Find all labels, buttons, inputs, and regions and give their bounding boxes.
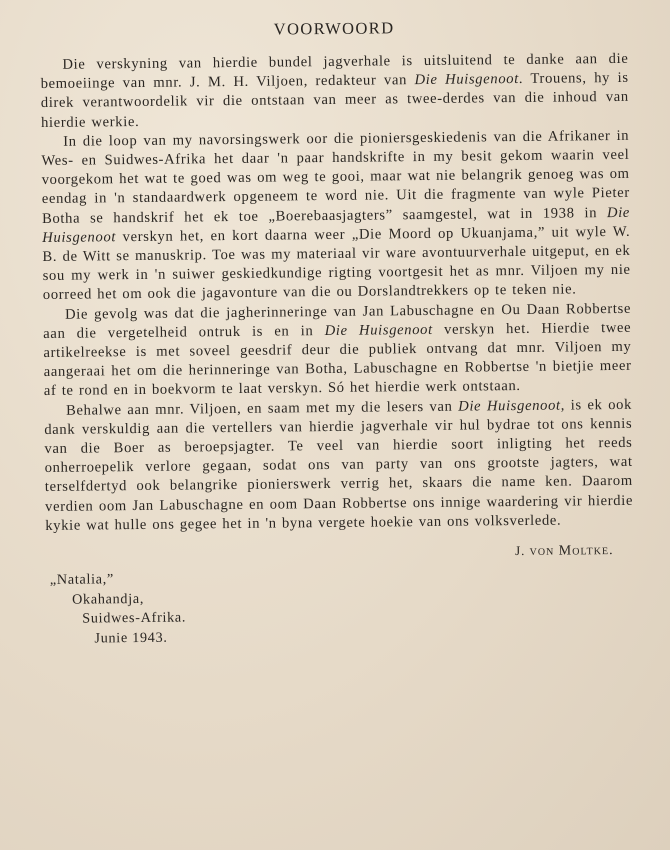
paragraph [40, 50, 629, 133]
paragraph-text: verskyn het. Hierdie twee artikelreekse is met soveel geesdrif deur die publiek ontvang dat mnr. Viljoen my aangeraai het om die herinneringe van Botha, Labuschagne en Robbertse 'n bietjie meer af te rond en in boekvorm te laat verskyn. Só het hierdie werk ontstaan. [43, 319, 632, 400]
italic-title: Die Huisgenoot [414, 71, 519, 89]
paragraph-text: . Trouens, hy is direk verantwoordelik vir die ontstaan van meer as twee-derdes van die inhoud van hierdie werkie. [40, 70, 629, 131]
paragraph [43, 299, 632, 401]
paragraph-text: verskyn het, en kort daarna weer „Die Moord op Ukuanjama,” uit wyle W. B. de Witt se manuskrip. Toe was my materiaal vir ware avontuurverhale uitgeput, en ek sou my werk in 'n suiwer geskiedkundige rigting voortgesit het as mnr. Viljoen my nie oorreed het om ook die jagavonture van die ou Dorslandtrekkers op te teken nie. [42, 223, 631, 304]
signature [46, 542, 634, 565]
page [40, 16, 636, 832]
signature-initial: J. [514, 542, 530, 559]
paragraph-text: Die gevolg was dat die jagherinneringe van Jan Labuschagne en Ou Daan Robbertse aan die vergetelheid ontruk is en in [43, 300, 632, 342]
italic-title: Die Huisgenoot [324, 321, 433, 339]
paragraph-text: Behalwe aan mnr. Viljoen, en saam met my die lesers van [65, 398, 459, 419]
address-block [46, 565, 635, 650]
address-line: „Natalia,” [49, 571, 115, 589]
address-line: Okahandja, [71, 590, 145, 608]
paragraph-text: Die verskyning van hierdie bundel jagverhale is uitsluitend te danke aan die bemoeiinge van mnr. J. M. H. Viljoen, redakteur van [40, 50, 629, 93]
paragraph [41, 127, 631, 306]
address-line: Junie 1943. [94, 629, 168, 647]
italic-title: Die Huisgenoot [42, 204, 631, 246]
paragraph-text: In die loop van my navorsingswerk oor die pioniersgeskiedenis van die Afrikaner in Wes- en Suidwes-Afrika het daar 'n paar handskrifte in my besit gekom waarin veel voorgekom het wat te goed was om weg te gooi, maar wat nie belangrik genoeg was om eendag in 'n standaardwerk opgeneem te word nie. Uit die fragmente van wyle Pieter Botha se handskrif het ek toe „Boerebaasjagters” saamgestel, wat in 1938 in [41, 127, 630, 227]
foreword-body [40, 50, 633, 536]
italic-title: Die Huisgenoot [458, 397, 561, 415]
page-title: VOORWOORD [273, 18, 395, 39]
paragraph [44, 395, 633, 536]
paragraph-text: , is ek ook dank verskuldig aan die vertellers van hierdie jagverhale vir hul bydrae tot ons kennis van die Boer as beroepsjagter. Te veel van hierdie soort inligting het reeds onherroepelik verlore gegaan, sodat ons van party van ons grootste jagters, wat terselfdertyd ook belangrike pionierswerk verrig het, skaars die name ken. Daarom verdien oom Jan Labuschagne en oom Daan Robbertse ons innige waardering vir hierdie kykie wat hulle ons gegee het in 'n byna vergete hoekie van ons volksverlede. [44, 396, 634, 534]
address-line: Suidwes-Afrika. [82, 609, 187, 627]
signature-name: von Moltke. [529, 543, 614, 559]
